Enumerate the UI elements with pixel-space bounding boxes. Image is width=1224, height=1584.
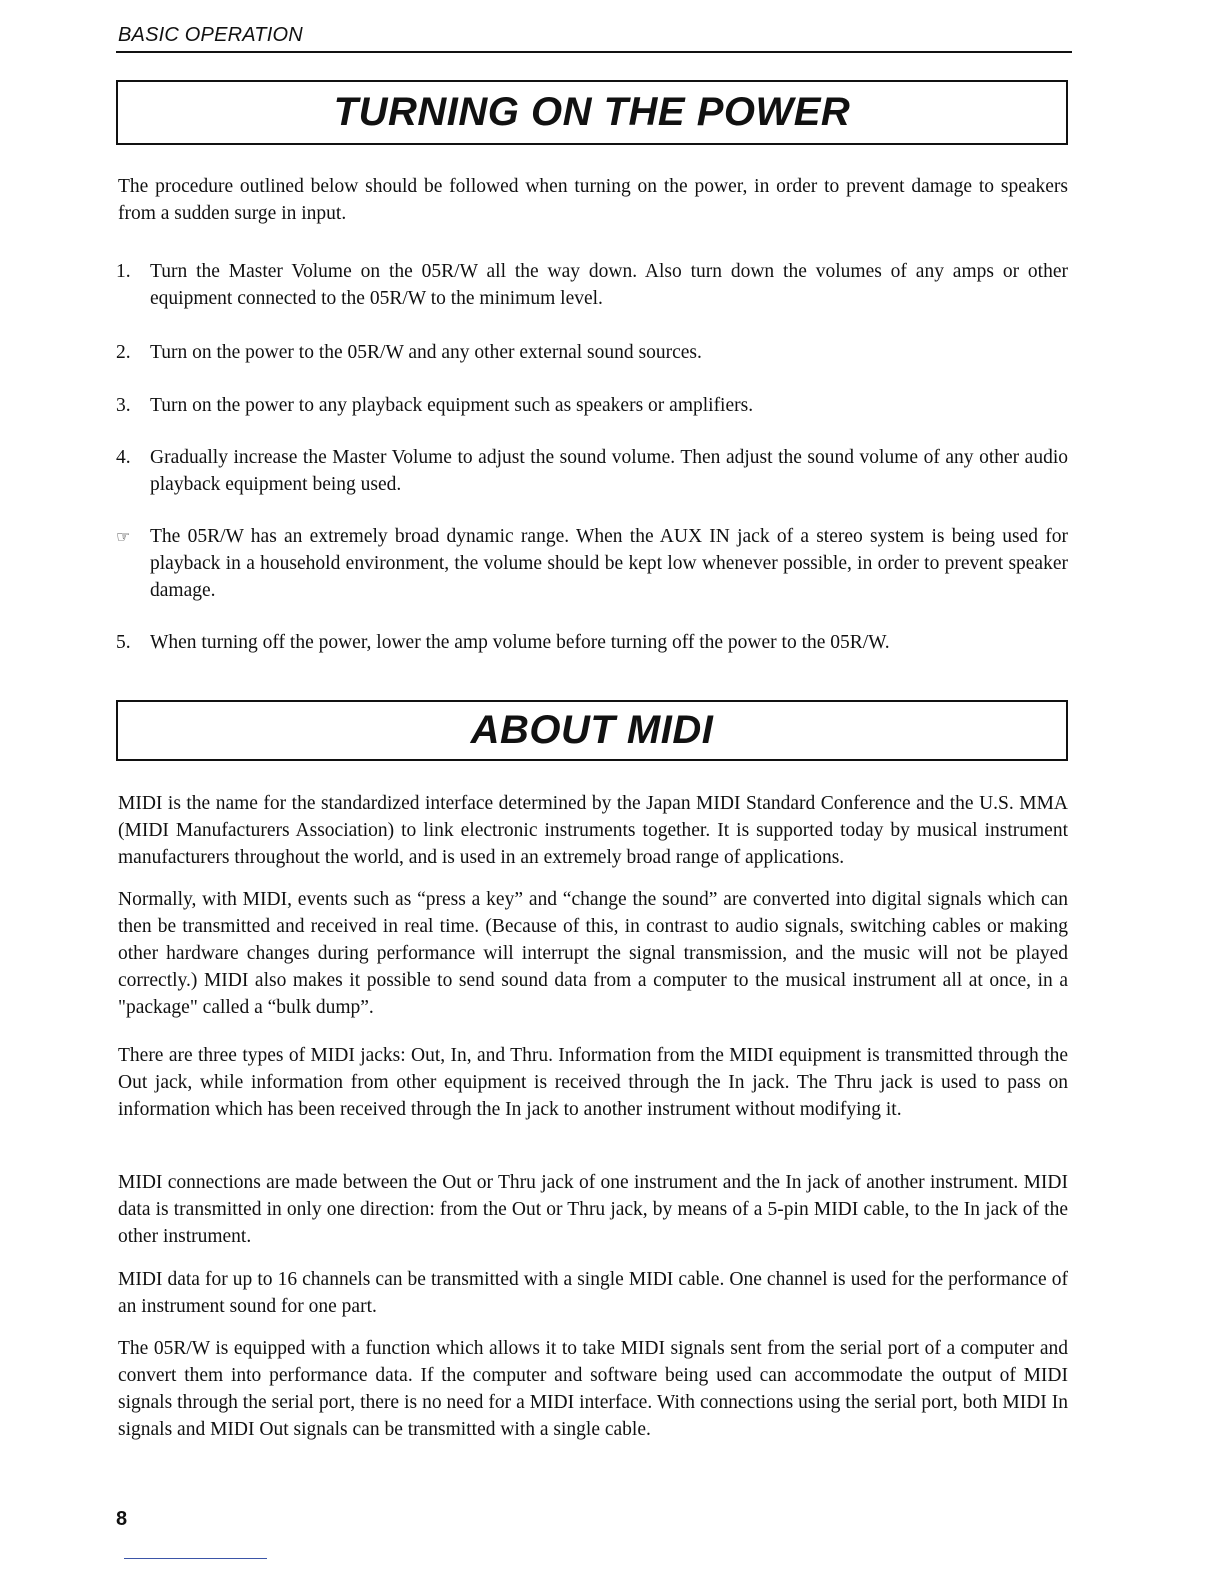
step-number: 4. — [116, 447, 131, 468]
step-1 — [116, 258, 1068, 312]
step-text: When turning off the power, lower the amp volume before turning off the power to the 05R/W. — [150, 632, 890, 653]
step-number: 3. — [116, 395, 131, 416]
step-text: Turn on the power to the 05R/W and any other external sound sources. — [150, 342, 702, 363]
section-title-box-power — [116, 80, 1068, 145]
step-5 — [116, 629, 1068, 656]
midi-paragraph: MIDI connections are made between the Out or Thru jack of one instrument and the In jack of another instrument. MIDI data is transmitted in only one direction: from the Out or Thru jack, by means of a 5-pin MIDI cable, to the In jack of the other instrument. — [118, 1172, 1068, 1247]
midi-paragraph: The 05R/W is equipped with a function which allows it to take MIDI signals sent from the serial port of a computer and convert them into performance data. If the computer and software being used can accommodate the output of MIDI signals through the serial port, there is no need for a MIDI interface. With connections using the serial port, both MIDI In signals and MIDI Out signals can be transmitted with a single cable. — [118, 1338, 1068, 1440]
header-rule — [116, 51, 1072, 53]
step-number: 5. — [116, 632, 131, 653]
page-number: 8 — [116, 1508, 128, 1530]
midi-paragraph: There are three types of MIDI jacks: Out, In, and Thru. Information from the MIDI equipment is transmitted through the Out jack, while information from other equipment is received through the In jack. The Thru jack is used to pass on information which has been received through the In jack to another instrument without modifying it. — [118, 1045, 1068, 1120]
midi-paragraph: MIDI is the name for the standardized interface determined by the Japan MIDI Standard Conference and the U.S. MMA (MIDI Manufacturers Association) to link electronic instruments together. It is supported today by musical instrument manufacturers throughout the world, and is used in an extremely broad range of applications. — [118, 793, 1068, 868]
midi-paragraph: MIDI data for up to 16 channels can be transmitted with a single MIDI cable. One channel is used for the performance of an instrument sound for one part. — [118, 1269, 1068, 1317]
note-text: The 05R/W has an extremely broad dynamic range. When the AUX IN jack of a stereo system is being used for playback in a household environment, the volume should be kept low whenever possible, in order to prevent speaker damage. — [150, 526, 1068, 601]
step-text: Turn the Master Volume on the 05R/W all the way down. Also turn down the volumes of any amps or other equipment connected to the 05R/W to the minimum level. — [150, 261, 1068, 309]
pointing-hand-icon: ☞ — [116, 527, 131, 546]
section-title-midi: ABOUT MIDI — [470, 708, 714, 752]
midi-paragraph: Normally, with MIDI, events such as “press a key” and “change the sound” are converted into digital signals which can then be transmitted and received in real time. (Because of this, in contrast to audio signals, switching cables or making other hardware changes during performance will interrupt the signal transmission, and the music will not be played correctly.) MIDI also makes it possible to send sound data from a computer to the musical instrument all at once, in a "package" called a “bulk dump”. — [118, 889, 1068, 1018]
section-title-power: TURNING ON THE POWER — [333, 90, 851, 134]
running-header: BASIC OPERATION — [118, 24, 303, 46]
step-text: Turn on the power to any playback equipment such as speakers or amplifiers. — [150, 395, 754, 416]
step-number: 2. — [116, 342, 131, 363]
step-number: 1. — [116, 261, 131, 282]
step-4 — [116, 444, 1068, 498]
step-3 — [116, 392, 1068, 419]
note — [116, 523, 1068, 604]
step-text: Gradually increase the Master Volume to adjust the sound volume. Then adjust the sound volume of any other audio playback equipment being used. — [150, 447, 1068, 495]
footer-rule — [124, 1558, 267, 1559]
power-intro-paragraph: The procedure outlined below should be followed when turning on the power, in order to prevent damage to speakers from a sudden surge in input. — [118, 176, 1068, 224]
step-2 — [116, 339, 1068, 366]
section-title-box-midi — [116, 700, 1068, 761]
